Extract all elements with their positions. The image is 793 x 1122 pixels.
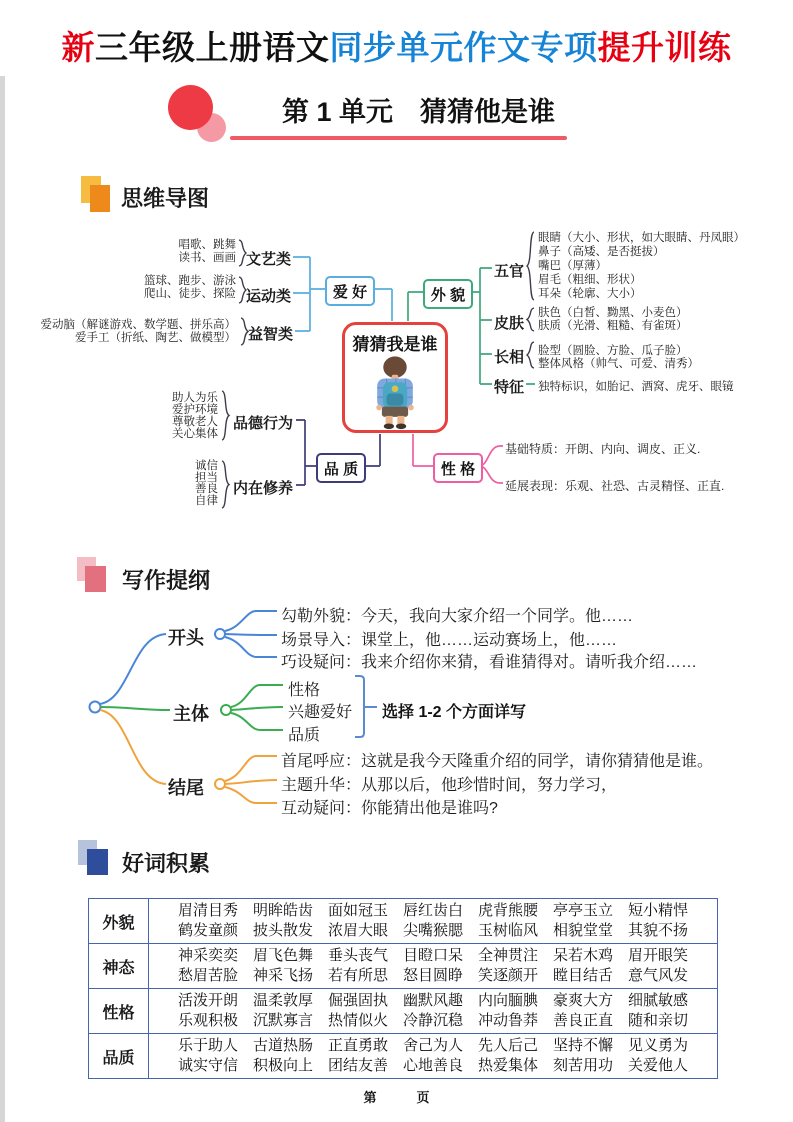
mindmap-center-topic [342,322,448,433]
outline-body-bracket [355,676,377,737]
words-section-heading: 好词积累 [122,851,211,876]
outline-leaf: 互动疑问：你能猜出他是谁吗? [281,800,498,817]
mindmap-leaf: 助人为乐 [172,392,218,404]
outline-ending-node [215,779,225,789]
table-row [89,944,718,989]
hobby-art-label: 文艺类 [246,251,292,268]
mindmap-leaf: 读书、画画 [178,252,236,264]
boy-illustration [365,355,425,430]
mindmap-leaf: 爱手工（折纸、陶艺、做模型） [75,332,236,344]
hobby-puzzle-label: 益智类 [248,326,294,343]
words-line: 诚实守信 积极向上 团结友善 心地善良 热爱集体 刻苦用功 关爱他人 [177,1057,688,1074]
mindmap-leaf: 脸型（圆脸、方脸、瓜子脸） [538,345,688,357]
words-table [88,898,718,1079]
words-line: 乐于助人 古道热肠 正直勇敢 舍己为人 先人后己 坚持不懈 见义勇为 [177,1036,688,1054]
personality-extended-leaf: 延展表现：乐观、社恐、古灵精怪、正直. [505,479,725,493]
mindmap-leaf: 整体风格（帅气、可爱、清秀） [538,357,699,370]
hobby-art-items [179,239,237,265]
mindmap-leaf: 爬山、徒步、探险 [144,288,236,300]
mindmap-leaf: 肤质（光滑、粗糙、有雀斑） [538,319,688,332]
decor-circle-big [168,85,213,130]
outline-leaf: 品质 [288,727,321,744]
words-section-icon [87,849,108,875]
title-part-red2: 提升训练 [597,29,732,66]
mindmap-leaf: 耳朵（轮廓、大小） [538,288,642,300]
row-words [149,944,718,989]
hobby-sport-items [144,275,236,301]
title-part-red: 新 [61,29,95,66]
mindmap-leaf: 自律 [195,495,218,508]
mindmap-leaf: 爱护环境 [172,404,218,416]
mindmap-section-heading: 思维导图 [121,186,210,211]
row-category: 品质 [89,1034,149,1079]
footer-page-suffix: 页 [416,1090,430,1105]
mindmap-section-icon [90,185,110,212]
outline-opening-label: 开头 [168,628,204,648]
personality-basic-leaf: 基础特质：开朗、内向、调皮、正义. [505,442,701,456]
hobby-node: 爱 好 [325,276,375,306]
words-line: 神采奕奕 眉飞色舞 垂头丧气 目瞪口呆 全神贯注 呆若木鸡 眉开眼笑 [177,946,688,964]
mindmap-leaf: 爱动脑（解谜游戏、数学题、拼乐高） [40,319,236,331]
words-line: 活泼开朗 温柔敦厚 倔强固执 幽默风趣 内向腼腆 豪爽大方 细腻敏感 [177,991,688,1009]
page-edge-strip [0,76,5,1122]
words-line: 乐观积极 沉默寡言 热情似火 冷静沉稳 冲动鲁莽 善良正直 随和亲切 [177,1012,688,1029]
outline-root-node [90,702,101,713]
mindmap-leaf: 尊敬老人 [172,416,218,428]
inner-label: 内在修养 [233,480,294,497]
page-title [0,22,793,69]
outline-leaf: 主题升华：从那以后，他珍惜时间，努力学习， [281,777,618,794]
page-footer [0,1087,793,1106]
title-part-black: 三年级上册语文 [95,29,330,66]
center-topic-label: 猜猜我是谁 [352,335,438,354]
mindmap-leaf: 唱歌、跳舞 [178,239,236,251]
outline-leaf: 场景导入：课堂上，他……运动赛场上，他…… [281,632,618,649]
outline-leaf: 兴趣爱好 [288,704,353,721]
outline-ending-label: 结尾 [168,778,204,798]
row-category: 神态 [89,944,149,989]
outline-leaf: 性格 [288,682,321,699]
outline-leaf: 巧设疑问：我来介绍你来猜，看谁猜得对。请听我介绍…… [281,654,698,671]
mindmap-leaf: 独特标识，如胎记、酒窝、虎牙、眼镜 [538,381,734,393]
table-row [89,989,718,1034]
virtue-label: 品德行为 [233,415,294,432]
hobby-puzzle-items [41,319,237,345]
outline-leaf: 首尾呼应：这就是我今天隆重介绍的同学，请你猜猜他是谁。 [281,753,714,770]
title-part-blue: 同步单元作文专项 [329,29,598,66]
outline-body-note: 选择 1-2 个方面详写 [382,704,527,721]
mindmap-leaf: 篮球、跑步、游泳 [144,275,236,287]
mindmap-leaf: 担当 [195,471,218,484]
face-items [538,345,699,370]
mindmap-leaf: 眉毛（粗细、形状） [538,274,642,286]
outline-body-node [221,705,231,715]
hobby-sport-label: 运动类 [246,288,292,305]
words-line: 鹤发童颜 披头散发 浓眉大眼 尖嘴猴腮 玉树临风 相貌堂堂 其貌不扬 [177,922,688,939]
appearance-node: 外 貌 [423,279,473,309]
outline-section-icon [85,566,106,592]
outline-opening-node [215,629,225,639]
features-items [538,231,745,301]
row-category: 外貌 [89,899,149,944]
mindmap-leaf: 关心集体 [172,428,218,440]
footer-page-prefix: 第 [363,1090,377,1105]
outline-leaf: 勾勒外貌：今天，我向大家介绍一个同学。他…… [281,608,634,625]
row-category: 性格 [89,989,149,1034]
traits-label: 特征 [494,379,525,396]
mindmap-leaf: 善良 [195,483,218,496]
outline-section-heading: 写作提纲 [122,568,211,593]
mindmap-leaf: 诚信 [195,460,218,472]
personality-node: 性 格 [433,453,483,483]
row-words [149,1034,718,1079]
quality-node: 品 质 [316,453,366,483]
mindmap-leaf: 眼睛（大小、形状，如大眼睛、丹凤眼） [538,232,745,244]
face-label: 长相 [494,349,525,366]
mindmap-leaf: 鼻子（高矮、是否挺拔） [538,246,665,258]
words-line: 愁眉苦脸 神采飞扬 若有所思 怒目圆睁 笑逐颜开 瞠目结舌 意气风发 [177,967,688,984]
unit-title-underline [230,136,567,140]
traits-items [538,378,734,394]
table-row [89,899,718,944]
mindmap-leaf: 肤色（白皙、黝黑、小麦色） [538,307,688,319]
virtue-items [172,392,218,440]
table-row [89,1034,718,1079]
unit-title: 第 1 单元 猜猜他是谁 [282,97,556,127]
outline-body-label: 主体 [173,704,209,724]
skin-label: 皮肤 [494,315,525,332]
row-words [149,989,718,1034]
features-label: 五官 [494,263,525,280]
inner-items [195,461,218,508]
row-words [149,899,718,944]
words-line: 眉清目秀 明眸皓齿 面如冠玉 唇红齿白 虎背熊腰 亭亭玉立 短小精悍 [177,901,688,919]
mindmap-leaf: 嘴巴（厚薄） [538,260,607,272]
skin-items [538,307,688,332]
